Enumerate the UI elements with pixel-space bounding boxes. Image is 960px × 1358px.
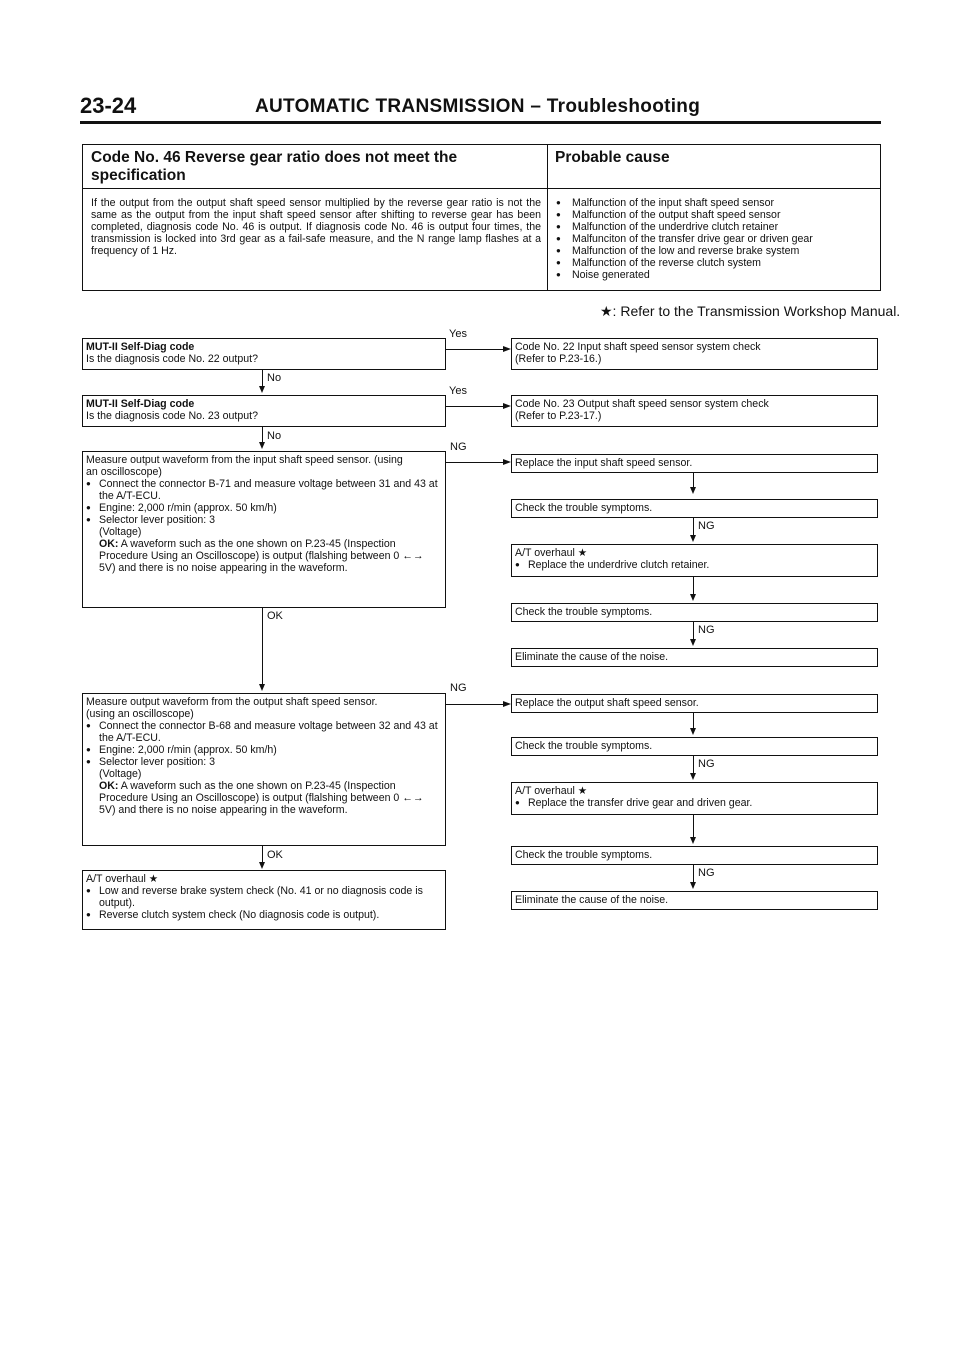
- ng-label: NG: [450, 441, 467, 453]
- r2-replace-box: [511, 694, 878, 713]
- r2-check2-box: [511, 846, 878, 865]
- connector-line: [693, 622, 694, 640]
- r2-check-box: [511, 737, 878, 756]
- connector-line: [693, 518, 694, 536]
- arrow-down-icon: [690, 594, 696, 601]
- m2-bullet: ● Connect the connector B-68 and measure voltage between 32 and 43 at the A/T-ECU.: [86, 720, 442, 744]
- final-bullet: ● Low and reverse brake system check (No. 41 or no diagnosis code is output).: [86, 885, 442, 909]
- q1-box: [82, 338, 446, 370]
- connector-line: [446, 704, 504, 705]
- arrow-right-icon: [503, 346, 511, 352]
- final-bullet: ● Reverse clutch system check (No diagnosis code is output).: [86, 909, 442, 921]
- m1-bullet: ● Connect the connector B-71 and measure voltage between 31 and 43 at the A/T-ECU.: [86, 478, 442, 502]
- q2-yes-line1: Code No. 23 Output shaft speed sensor system check: [515, 398, 769, 410]
- cause-item: ● Malfunction of the underdrive clutch retainer: [556, 221, 876, 233]
- no-label: No: [267, 430, 282, 442]
- arrow-down-icon: [690, 837, 696, 844]
- m2-ok-text: A waveform such as the one shown on P.23-45 (Inspection Procedure Using an Oscilloscope) is output (flalshing between 0 ←→ 5V) and there is no noise appearing in the waveform.: [99, 780, 424, 816]
- r1-overhaul-box: [511, 544, 878, 577]
- arrow-down-icon: [690, 639, 696, 646]
- q2-title: MUT-II Self-Diag code: [86, 398, 195, 410]
- connector-line: [693, 756, 694, 774]
- m2-bullet: ● Engine: 2,000 r/min (approx. 50 km/h): [86, 744, 442, 756]
- q1-question: Is the diagnosis code No. 22 output?: [86, 353, 258, 365]
- arrow-down-icon: [690, 882, 696, 889]
- m1-ok-label: OK:: [99, 538, 119, 550]
- m1-line1: Measure output waveform from the input shaft speed sensor. (using: [86, 454, 403, 466]
- q1-yes-line1: Code No. 22 Input shaft speed sensor system check: [515, 341, 761, 353]
- r1-check2-text: Check the trouble symptoms.: [515, 606, 653, 618]
- r2-replace-text: Replace the output shaft speed sensor.: [515, 697, 699, 709]
- r2-eliminate-box: [511, 891, 878, 910]
- arrow-down-icon: [259, 684, 265, 691]
- page-number: 23-24: [80, 93, 137, 118]
- probable-cause-list: [556, 197, 876, 281]
- arrow-right-icon: [503, 403, 511, 409]
- q2-yes-line2: (Refer to P.23-17.): [515, 410, 602, 422]
- m2-ok-label: OK:: [99, 780, 119, 792]
- connector-line: [693, 815, 694, 838]
- cause-item: ● Malfunciton of the transfer drive gear or driven gear: [556, 233, 876, 245]
- arrow-down-icon: [690, 773, 696, 780]
- m2-line1: Measure output waveform from the output shaft speed sensor.: [86, 696, 378, 708]
- probable-cause-title: Probable cause: [555, 149, 670, 166]
- m2-box: [82, 693, 446, 846]
- m2-voltage: (Voltage): [99, 768, 142, 780]
- table-divider-horizontal: [82, 188, 880, 189]
- ok-label: OK: [267, 849, 283, 861]
- connector-line: [446, 406, 504, 407]
- arrow-down-icon: [690, 535, 696, 542]
- m1-line2: an oscilloscope): [86, 466, 162, 478]
- code-title: Code No. 46 Reverse gear ratio does not meet the specification: [91, 149, 458, 184]
- code-description: If the output from the output shaft speed sensor multiplied by the reverse gear ratio is not the same as the output from the input shaft speed sensor after shifting to reverse gear has been completed, diagnosis code No. 46 is output. If diagnosis code No. 46 is output four times, the transmission is locked into 3rd gear as a fail-safe measure, and the N range lamp flashes at a frequency of 1 Hz.: [91, 197, 541, 257]
- r1-eliminate-box: [511, 648, 878, 667]
- r2-overhaul-title: A/T overhaul ★: [515, 785, 588, 797]
- m1-box: [82, 451, 446, 608]
- ng-label: NG: [698, 758, 715, 770]
- ng-label: NG: [698, 520, 715, 532]
- ng-label: NG: [698, 624, 715, 636]
- page-title: AUTOMATIC TRANSMISSION – Troubleshooting: [255, 96, 701, 117]
- r2-overhaul-box: [511, 782, 878, 815]
- r1-overhaul-item: ● Replace the underdrive clutch retainer.: [515, 559, 874, 571]
- connector-line: [693, 577, 694, 595]
- connector-line: [446, 462, 504, 463]
- cause-item: ● Malfunction of the reverse clutch system: [556, 257, 876, 269]
- m1-ok-criterion: [86, 538, 442, 574]
- q1-yes-box: [511, 338, 878, 370]
- m1-ok-text: A waveform such as the one shown on P.23-45 (Inspection Procedure Using an Oscilloscope) is output (flalshing between 0 ←→ 5V) and there is no noise appearing in the waveform.: [99, 538, 424, 574]
- arrow-right-icon: [503, 701, 511, 707]
- connector-line: [262, 608, 263, 686]
- ok-label: OK: [267, 610, 283, 622]
- r2-eliminate-text: Eliminate the cause of the noise.: [515, 894, 669, 906]
- q2-box: [82, 395, 446, 427]
- ng-label: NG: [450, 682, 467, 694]
- r1-eliminate-text: Eliminate the cause of the noise.: [515, 651, 669, 663]
- r2-check2-text: Check the trouble symptoms.: [515, 849, 653, 861]
- arrow-down-icon: [259, 862, 265, 869]
- final-title: A/T overhaul ★: [86, 873, 159, 885]
- arrow-down-icon: [690, 487, 696, 494]
- m1-bullet: ● Selector lever position: 3: [86, 514, 442, 526]
- r1-replace-box: [511, 454, 878, 473]
- r2-check-text: Check the trouble symptoms.: [515, 740, 653, 752]
- q1-title: MUT-II Self-Diag code: [86, 341, 195, 353]
- r1-overhaul-title: A/T overhaul ★: [515, 547, 588, 559]
- arrow-right-icon: [503, 459, 511, 465]
- ng-label: NG: [698, 867, 715, 879]
- connector-line: [693, 713, 694, 729]
- m2-line2: (using an oscilloscope): [86, 708, 194, 720]
- r1-check-text: Check the trouble symptoms.: [515, 502, 653, 514]
- q2-question: Is the diagnosis code No. 23 output?: [86, 410, 258, 422]
- cause-item: ● Malfunction of the low and reverse brake system: [556, 245, 876, 257]
- q2-yes-box: [511, 395, 878, 427]
- r1-check-box: [511, 499, 878, 518]
- cause-item: ● Malfunction of the input shaft speed sensor: [556, 197, 876, 209]
- title-rule: [80, 121, 881, 124]
- arrow-down-icon: [259, 386, 265, 393]
- m1-voltage: (Voltage): [99, 526, 142, 538]
- r1-check2-box: [511, 603, 878, 622]
- final-box: [82, 870, 446, 930]
- m2-ok-criterion: [86, 780, 442, 816]
- m1-bullet: ● Engine: 2,000 r/min (approx. 50 km/h): [86, 502, 442, 514]
- yes-label: Yes: [449, 328, 467, 340]
- r2-overhaul-item: ● Replace the transfer drive gear and driven gear.: [515, 797, 874, 809]
- arrow-down-icon: [690, 728, 696, 735]
- no-label: No: [267, 372, 282, 384]
- connector-line: [446, 349, 504, 350]
- cause-item: ● Malfunction of the output shaft speed sensor: [556, 209, 876, 221]
- arrow-down-icon: [259, 442, 265, 449]
- yes-label: Yes: [449, 385, 467, 397]
- q1-yes-line2: (Refer to P.23-16.): [515, 353, 602, 365]
- r1-replace-text: Replace the input shaft speed sensor.: [515, 457, 693, 469]
- m2-bullet: ● Selector lever position: 3: [86, 756, 442, 768]
- table-divider-vertical: [547, 144, 548, 290]
- cause-item: ● Noise generated: [556, 269, 876, 281]
- reference-note: ★: Refer to the Transmission Workshop Manual.: [600, 303, 901, 319]
- connector-line: [693, 865, 694, 883]
